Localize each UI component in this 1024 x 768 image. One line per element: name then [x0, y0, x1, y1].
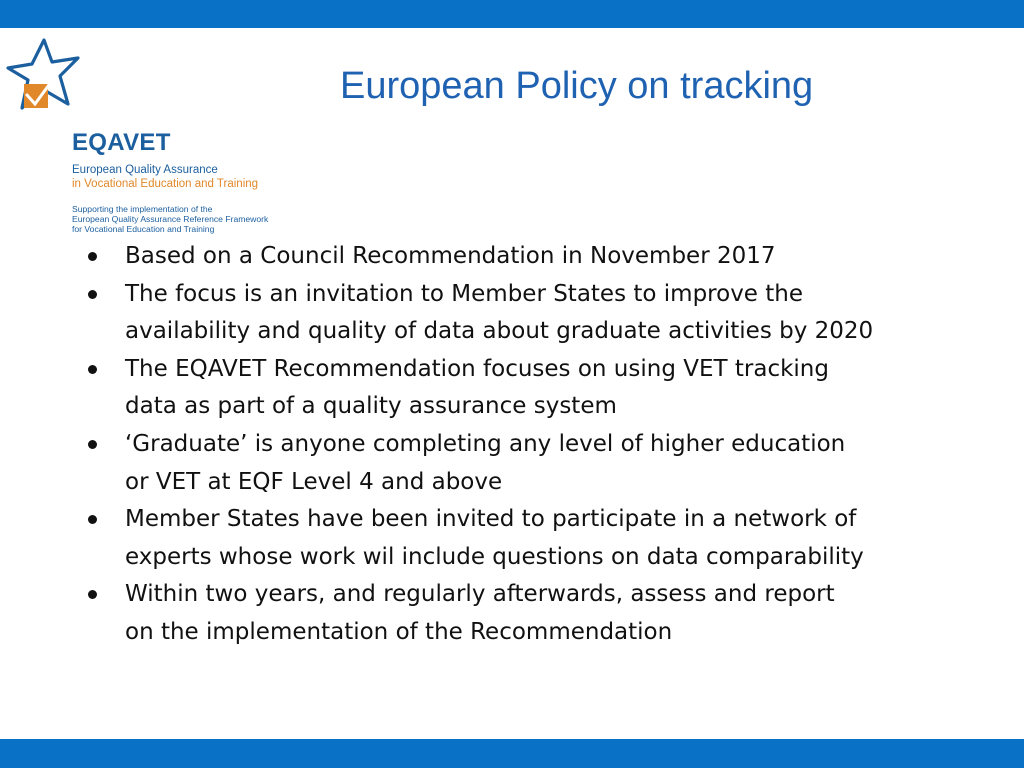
bullet-dot-icon — [88, 515, 97, 524]
bullet-item — [84, 576, 964, 651]
bullet-item — [84, 276, 964, 351]
bullet-dot-icon — [88, 590, 97, 599]
logo-subtext — [72, 204, 268, 234]
bullet-item — [84, 351, 964, 426]
bullet-text-line: Within two years, and regularly afterwards, assess and report — [125, 581, 835, 608]
logo-tagline-line2: in Vocational Education and Training — [72, 178, 259, 190]
bullet-item — [84, 501, 964, 576]
logo-tagline-line1: European Quality Assurance — [72, 164, 218, 176]
bullet-dot-icon — [88, 365, 97, 374]
bullet-text-line: ‘Graduate’ is anyone completing any level of higher education — [125, 430, 846, 457]
logo-name: EQAVET — [72, 129, 171, 156]
bullet-text-line: availability and quality of data about graduate activities by 2020 — [125, 318, 874, 345]
bullet-list — [84, 238, 964, 652]
bullet-dot-icon — [88, 290, 97, 299]
bottom-band — [0, 739, 1024, 768]
bullet-dot-icon — [88, 252, 97, 261]
bullet-text-line: The focus is an invitation to Member States to improve the — [125, 280, 804, 307]
bullet-text-line: Based on a Council Recommendation in November 2017 — [125, 243, 776, 269]
bullet-item — [84, 426, 964, 501]
top-band — [0, 0, 1024, 28]
logo-subtext-line: for Vocational Education and Training — [72, 224, 215, 234]
logo-subtext-line: Supporting the implementation of the — [72, 204, 213, 214]
bullet-text-line: The EQAVET Recommendation focuses on using VET tracking — [125, 355, 829, 382]
eqavet-logo — [6, 34, 296, 234]
bullet-text-line: data as part of a quality assurance system — [125, 393, 617, 420]
bullet-dot-icon — [88, 440, 97, 449]
bullet-text-line: or VET at EQF Level 4 and above — [125, 468, 503, 495]
bullet-text-line: on the implementation of the Recommendation — [125, 618, 673, 645]
star-check-logo-icon — [6, 34, 86, 126]
slide-title: European Policy on tracking — [340, 65, 814, 107]
bullet-item — [84, 238, 964, 276]
bullet-text-line: Member States have been invited to participate in a network of — [125, 506, 857, 533]
bullet-text-line: experts whose work wil include questions on data comparability — [125, 543, 864, 570]
logo-subtext-line: European Quality Assurance Reference Framework — [72, 214, 269, 224]
